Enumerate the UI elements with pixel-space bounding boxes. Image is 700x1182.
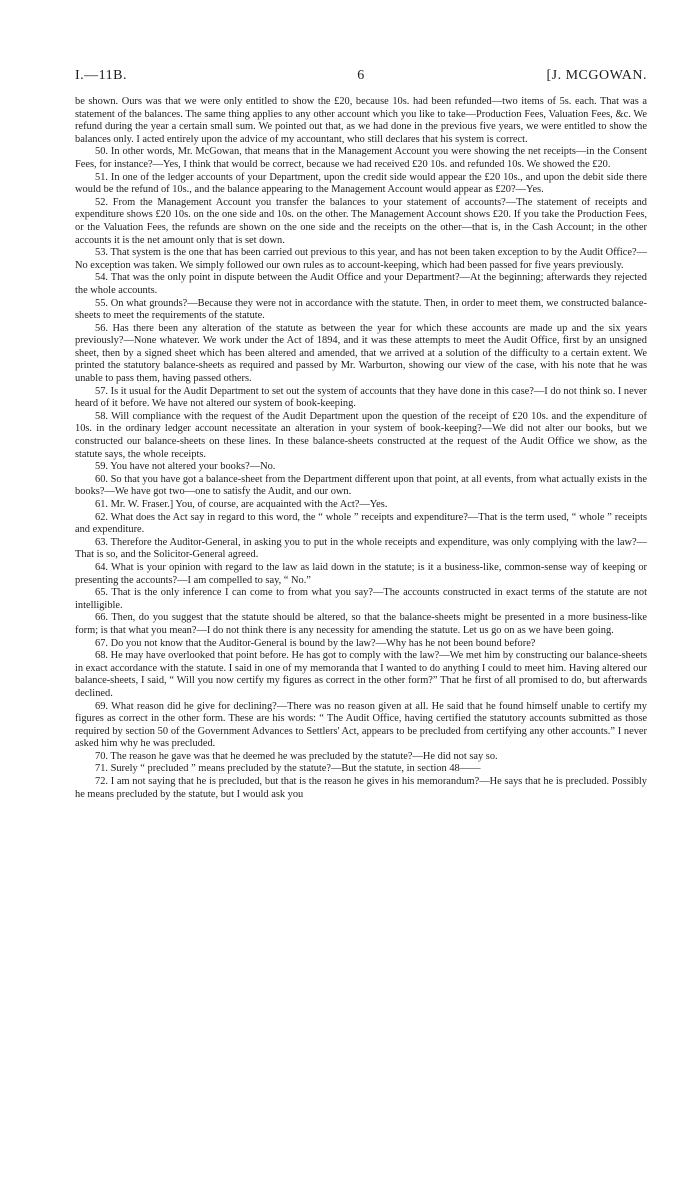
paragraph: 66. Then, do you suggest that the statute should be altered, so that the balance-sheets might be presented in a more business-like form; is that what you mean?—I do not think there is any necessity for amending the statute. Let us go on as we have been going. xyxy=(75,612,647,636)
paragraph: 69. What reason did he give for declining?—There was no reason given at all. He said that he found himself unable to certify my figures as correct in the other form. These are his words: “ The Audit Office, having certified the statutory accounts submitted as those required by section 50 of the Government Advances to Settlers' Act, appears to be precluded from certifying any other accounts.” I never asked him why he was precluded. xyxy=(75,700,647,750)
paragraph: 56. Has there been any alteration of the statute as between the year for which these accounts are made up and the six years previously?—None whatever. We work under the Act of 1894, and it was these attempts to meet the Audit Office, first by an unsigned sheet, then by a signed sheet which has been altered and amended, that we arrived at a solution of the difficulty to a certain extent. We printed the statutory balance-sheets as required and passed by Mr. Warburton, showing our view of the case, with his note that he was unable to pass them, having passed others. xyxy=(75,322,647,385)
paragraph: 71. Surely “ precluded ” means precluded by the statute?—But the statute, in section 48—— xyxy=(95,763,481,775)
paragraph: 67. Do you not know that the Auditor-General is bound by the law?—Why has he not been bound before? xyxy=(95,637,536,649)
paragraph: 58. Will compliance with the request of the Audit Department upon the question of the receipt of £20 10s. and the expenditure of 10s. in the ordinary ledger account necessitate an alteration in your system of book-keeping?—We did not alter our books, but we constructed our balance-sheets on these lines. In these balance-sheets constructed at the request of the Audit Office we show, as the statute says, the whole receipts. xyxy=(75,410,647,460)
paragraph: 60. So that you have got a balance-sheet from the Department different upon that point, at all events, from what actually exists in the books?—We have got two—one to satisfy the Audit, and our own. xyxy=(75,473,647,498)
paragraph: 54. That was the only point in dispute between the Audit Office and your Department?—At the beginning; afterwards they rejected the whole accounts. xyxy=(75,272,647,296)
paragraph: 57. Is it usual for the Audit Department to set out the system of accounts that they have done in this case?—I do not think so. I never heard of it before. We have not altered our system of book-keeping. xyxy=(75,385,647,410)
paragraph: 53. That system is the one that has been carried out previous to this year, and has not been taken exception to by the Audit Office?—No exception was taken. We simply followed our own rules as to account-keeping, which had been passed for five years previously. xyxy=(75,247,647,271)
paragraph: 70. The reason he gave was that he deemed he was precluded by the statute?—He did not say so. xyxy=(95,750,498,762)
paragraph: 50. In other words, Mr. McGowan, that means that in the Management Account you were showing the net receipts—in the Consent Fees, for instance?—Yes, I think that would be correct, because we had received £20 10s. and refunded 10s. We showed the £20. xyxy=(75,146,647,170)
paragraph: 63. Therefore the Auditor-General, in asking you to put in the whole receipts and expenditure, was only complying with the law?—That is so, and the Solicitor-General agreed. xyxy=(75,536,647,561)
paragraph: be shown. Ours was that we were only entitled to show the £20, because 10s. had been refunded—two items of 5s. each. That was a statement of the balances. The same thing applies to any other account which you like to take—Production Fees, Valuation Fees, &c. We refund during the year a certain small sum. We pointed out that, as we had done in the previous five years, we were entitled to show the balances only. I acted entirely upon the advice of my accountant, who still declares that his system is correct. xyxy=(75,96,647,145)
paragraph: 61. Mr. W. Fraser.] You, of course, are acquainted with the Act?—Yes. xyxy=(95,499,388,510)
paragraph: 55. On what grounds?—Because they were not in accordance with the statute. Then, in order to meet them, we constructed balance-sheets to meet the requirements of the statute. xyxy=(75,297,647,322)
header-witness: [J. MCGOWAN. xyxy=(546,68,647,83)
paragraph: 51. In one of the ledger accounts of your Department, upon the credit side would appear the £20 10s., and upon the debit side there would be the refund of 10s., and the balance appearing to the Management Account would appear as £20?—Yes. xyxy=(75,171,647,196)
paragraph: 72. I am not saying that he is precluded, but that is the reason he gives in his memorandum?—He says that he is precluded. Possibly he means precluded by the statute, but I would ask you xyxy=(75,776,647,800)
paragraph: 52. From the Management Account you transfer the balances to your statement of accounts?—The statement of receipts and expenditure shows £20 10s. on the one side and 10s. on the other. The Management Account shows £20. If you take the Production Fees, or the Valuation Fees, the refunds are shown on the one side and the receipts on the other—that is, in the Cash Account; in the other accounts it is the net amount only that is set down. xyxy=(75,196,647,246)
page-header xyxy=(75,68,647,86)
paragraph: 68. He may have overlooked that point before. He has got to comply with the law?—We met him by constructing our balance-sheets in exact accordance with the statute. I said in one of my memoranda that I wanted to do anything I could to meet him. Having altered our balance-sheets, I said, “ Will you now certify my figures as correct in the other form?” That he first of all promised to do, but afterwards declined. xyxy=(75,650,647,699)
header-reference: I.—11B. xyxy=(75,68,127,83)
paragraph: 59. You have not altered your books?—No. xyxy=(95,461,276,473)
paragraph: 62. What does the Act say in regard to this word, the “ whole ” receipts and expenditure?—That is the term used, “ whole ” receipts and expenditure. xyxy=(75,511,647,536)
page-number: 6 xyxy=(357,68,365,83)
document-body xyxy=(75,96,647,801)
paragraph: 64. What is your opinion with regard to the law as laid down in the statute; is it a business-like, common-sense way of keeping or presenting the accounts?—I am compelled to say, “ No.” xyxy=(75,561,647,586)
paragraph: 65. That is the only inference I can come to from what you say?—The accounts constructed in exact terms of the statute are not intelligible. xyxy=(75,587,647,611)
